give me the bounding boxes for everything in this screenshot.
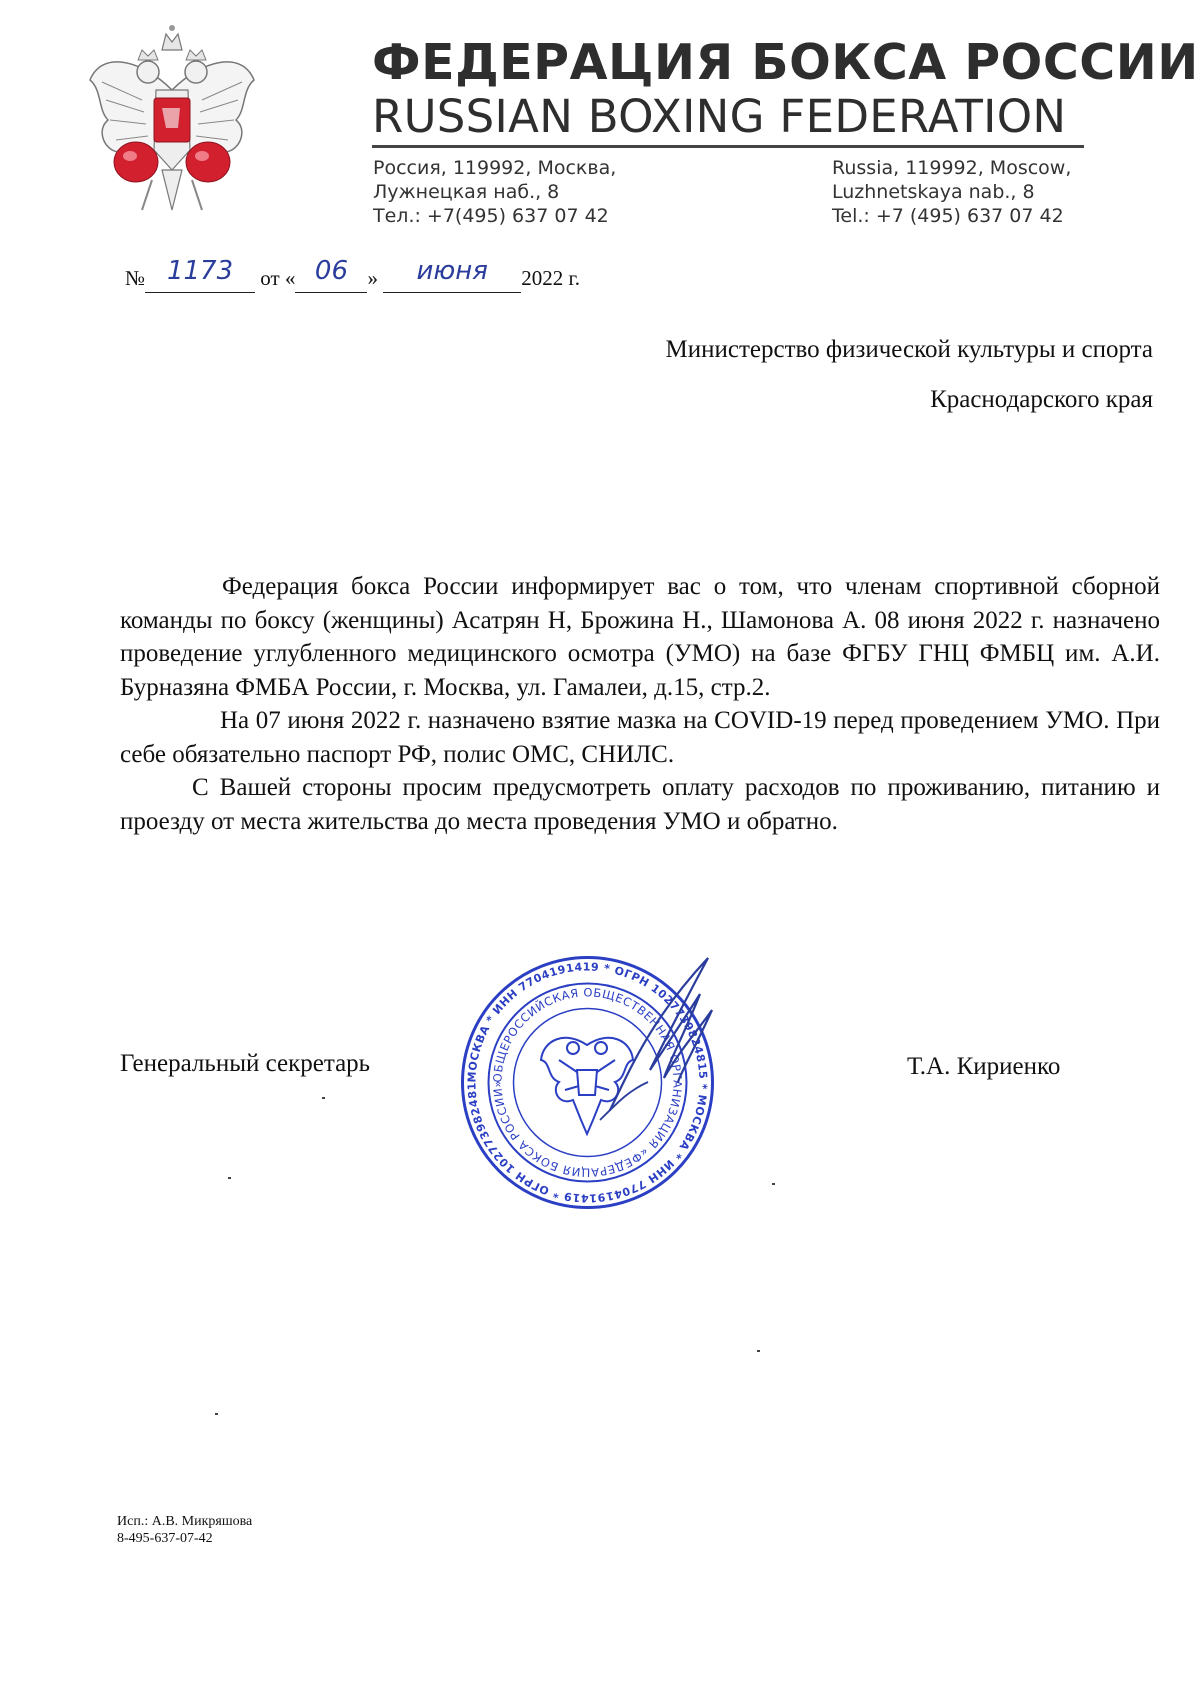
federation-emblem bbox=[82, 20, 262, 230]
letter-body bbox=[120, 570, 1160, 838]
address-ru-line: Тел.: +7(495) 637 07 42 bbox=[373, 205, 609, 227]
address-en-line: Luzhnetskaya nab., 8 bbox=[832, 181, 1035, 203]
org-name-ru: ФЕДЕРАЦИЯ БОКСА РОССИИ bbox=[372, 34, 1199, 91]
stamp-outer-text: МОСКВА * ИНН 7704191419 * ОГРН 1027739824815 * МОСКВА * ИНН 7704191419 * ОГРН 102773982481 bbox=[465, 960, 710, 1205]
scan-speck bbox=[772, 1183, 775, 1185]
scan-speck bbox=[322, 1097, 325, 1099]
addressee-block bbox=[666, 325, 1153, 425]
reg-day: 06 bbox=[314, 256, 348, 286]
address-en bbox=[832, 156, 1071, 228]
stamp-inner-text: ОБЩЕРОССИЙСКАЯ ОБЩЕСТВЕННАЯ ОРГАНИЗАЦИЯ «ФЕДЕРАЦИЯ БОКСА РОССИИ» bbox=[490, 985, 685, 1180]
address-en-line: Tel.: +7 (495) 637 07 42 bbox=[832, 205, 1064, 227]
day-field bbox=[295, 256, 367, 293]
scan-speck bbox=[228, 1177, 231, 1179]
header-divider bbox=[372, 145, 1084, 148]
reg-number-field bbox=[145, 256, 255, 293]
from-label: от « bbox=[260, 266, 296, 290]
address-ru-line: Россия, 119992, Москва, bbox=[373, 157, 617, 179]
reg-number: 1173 bbox=[166, 256, 234, 286]
reg-month: июня bbox=[416, 256, 488, 286]
address-ru bbox=[373, 156, 616, 228]
registration-line bbox=[125, 256, 580, 293]
signatory-name: Т.А. Кириенко bbox=[907, 1053, 1061, 1080]
handwritten-signature bbox=[590, 950, 730, 1130]
signature-scribble bbox=[590, 950, 730, 1130]
address-ru-line: Лужнецкая наб., 8 bbox=[373, 181, 560, 203]
reg-year: 2022 г. bbox=[521, 266, 580, 290]
double-headed-eagle-icon bbox=[82, 20, 262, 230]
body-paragraph: На 07 июня 2022 г. назначено взятие мазка на COVID-19 перед проведением УМО. При себе обязательно паспорт РФ, полис ОМС, СНИЛС. bbox=[120, 707, 1160, 768]
executor-name: Исп.: А.В. Микряшова bbox=[117, 1514, 253, 1529]
signatory-title: Генеральный секретарь bbox=[120, 1050, 371, 1077]
org-name-en: RUSSIAN BOXING FEDERATION bbox=[372, 90, 1067, 143]
executor-phone: 8-495-637-07-42 bbox=[117, 1531, 213, 1546]
body-paragraph: С Вашей стороны просим предусмотреть оплату расходов по проживанию, питанию и проезду от места жительства до места проведения УМО и обратно. bbox=[120, 774, 1160, 835]
executor-info bbox=[117, 1513, 252, 1547]
addressee-line: Министерство физической культуры и спорта bbox=[665, 336, 1153, 363]
number-sign: № bbox=[125, 266, 146, 290]
day-close: » bbox=[367, 266, 378, 290]
body-paragraph: Федерация бокса России информирует вас о том, что членам спортивной сборной команды по боксу (женщины) Асатрян Н, Брожина Н., Шамонова А. 08 июня 2022 г. назначено проведение углубленного медицинского осмотра (УМО) на базе ФГБУ ГНЦ ФМБЦ им. А.И. Бурназяна ФМБА России, г. Москва, ул. Гамалеи, д.15, стр.2. bbox=[120, 573, 1160, 701]
address-en-line: Russia, 119992, Moscow, bbox=[832, 157, 1072, 179]
scan-speck bbox=[215, 1413, 218, 1415]
addressee-line: Краснодарского края bbox=[930, 386, 1153, 413]
scan-speck bbox=[757, 1350, 760, 1352]
month-field bbox=[383, 256, 521, 293]
